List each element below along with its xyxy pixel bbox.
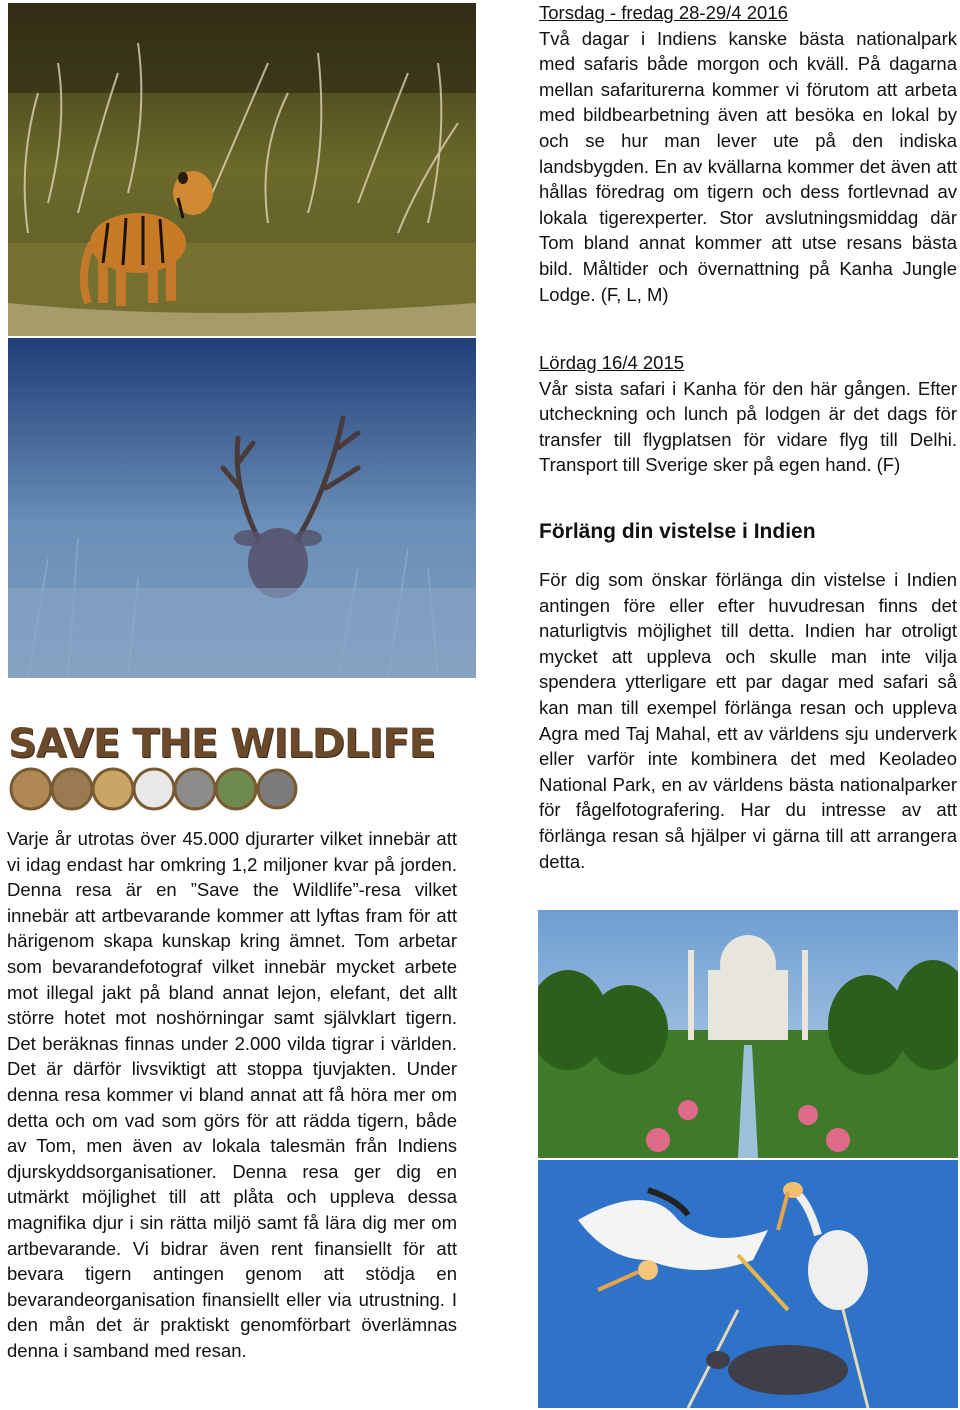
deer-photo bbox=[8, 338, 476, 678]
storks-photo bbox=[538, 1160, 958, 1408]
wildlife-medallions bbox=[8, 766, 298, 812]
save-the-wildlife-text: Varje år utrotas över 45.000 djurarter vilket innebär att vi idag endast har omkring 1,2 miljoner kvar på jorden. Denna resa är en ”Save the Wildlife”-resa vilket innebär att artbevarande kommer att lyftas fram för att härigenom skapa kunskap kring ämnet. Tom arbetar som bevarandefotograf vilket innebär mycket arbete mot illegal jakt på bland annat lejon, elefant, det allt större hotet mot noshörningar samt självklart tigern. Det beräknas finnas under 2.000 vilda tigrar i världen. Det är därför livsviktigt att stoppa tjuvjakten. Under denna resa kommer vi bland annat att få höra mer om detta och om vad som görs för att rädda tigern, både av Tom, men även av lokala talesmän från Indiens djurskyddsorganisationer. Denna resa ger dig en utmärkt möjlighet till att plåta och uppleva dessa magnifika djur i sin rätta miljö samt få lära dig mer om artbevarande. Vi bidrar även rent finansiellt för att bevara tigern antingen genom att stödja en bevarandeorganisation finansiellt eller via utrustning. I den mån det är praktiskt genomförbart överlämnas denna i samband med resan. bbox=[7, 828, 457, 1361]
save-the-wildlife-logo: SAVE THE WILDLIFE bbox=[8, 721, 435, 767]
extend-stay-heading: Förläng din vistelse i Indien bbox=[539, 520, 816, 543]
day2-date: Lördag 16/4 2015 bbox=[539, 352, 685, 373]
day1-body: Två dagar i Indiens kanske bästa nationalpark med safaris både morgon och kväll. På dagarna mellan safariturerna kommer vi förutom att arbeta med bildbearbetning även att besöka en lokal by och se hur man lever ute på den indiska landsbygden. En av kvällarna kommer det även att hållas föredrag om tigern och dess fortlevnad av lokala tigerexperter. Stor avslutningsmiddag där Tom bland annat kommer att utse resans bästa bild. Måltider och övernattning på Kanha Jungle Lodge. (F, L, M) bbox=[539, 27, 957, 305]
day1-date: Torsdag - fredag 28-29/4 2016 bbox=[539, 2, 788, 23]
taj-mahal-photo bbox=[538, 910, 958, 1158]
extend-stay-text: För dig som önskar förlänga din vistelse i Indien antingen före eller efter huvudresan finns det naturligtvis möjlighet till detta. Indien har otroligt mycket att uppleva och skulle man inte vilja spendera ytterligare ett par dagar med safari så kan man till exempel förlänga resan och uppleva Agra med Taj Mahal, ett av världens sju underverk eller varför inte kombinera det med Keoladeo National Park, en av världens bästa nationalparker för fågelfotografering. Har du intresse av att förlänga resan så hjälper vi gärna till att arrangera detta. bbox=[539, 569, 957, 872]
tiger-photo bbox=[8, 3, 476, 336]
day2-section bbox=[539, 350, 957, 478]
day2-body: Vår sista safari i Kanha för den här gången. Efter utcheckning och lunch på lodgen är det dags för transfer till flygplatsen för vidare flyg till Delhi. Transport till Sverige sker på egen hand. (F) bbox=[539, 377, 957, 476]
day1-section bbox=[539, 0, 957, 307]
